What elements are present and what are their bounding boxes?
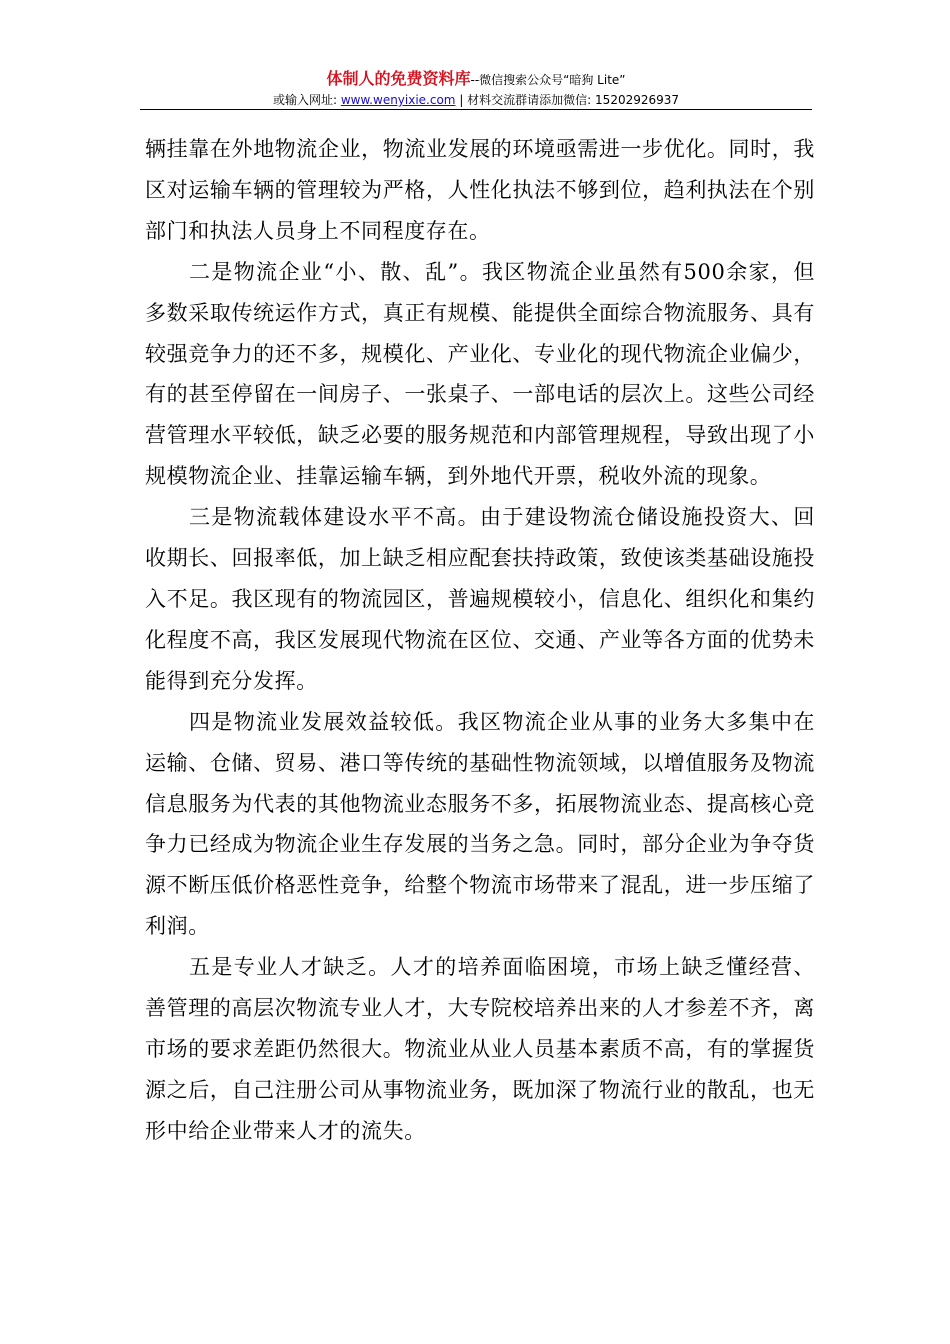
document-body: [145, 129, 815, 1152]
contact-info: | 材料交流群请添加微信: 15202926937: [459, 93, 680, 107]
header-divider: [140, 109, 812, 110]
url-prefix: 或输入网址:: [272, 93, 338, 107]
paragraph: 三是物流载体建设水平不高。由于建设物流仓储设施投资大、回收期长、回报率低，加上缺乏相应配套扶持政策，致使该类基础设施投入不足。我区现有的物流园区，普遍规模较小，信息化、组织化和集约化程度不高，我区发展现代物流在区位、交通、产业等各方面的优势未能得到充分发挥。: [145, 505, 815, 693]
header-slogan: --微信搜索公众号“暗狗 Lite”: [470, 73, 626, 87]
brand-title: 体制人的免费资料库: [326, 69, 471, 88]
page-header: [140, 70, 812, 108]
header-contact-line: [140, 92, 812, 108]
header-title-line: [140, 70, 812, 89]
paragraph: 四是物流业发展效益较低。我区物流企业从事的业务大多集中在运输、仓储、贸易、港口等传统的基础性物流领域，以增值服务及物流信息服务为代表的其他物流业态服务不多，拓展物流业态、提高核心竞争力已经成为物流企业生存发展的当务之急。同时，部分企业为争夺货源不断压低价格恶性竞争，给整个物流市场带来了混乱，进一步压缩了利润。: [145, 709, 815, 939]
paragraph: 二是物流企业“小、散、乱”。我区物流企业虽然有500余家，但多数采取传统运作方式，真正有规模、能提供全面综合物流服务、具有较强竞争力的还不多，规模化、产业化、专业化的现代物流企业偏少，有的甚至停留在一间房子、一张桌子、一部电话的层次上。这些公司经营管理水平较低，缺乏必要的服务规范和内部管理规程，导致出现了小规模物流企业、挂靠运输车辆，到外地代开票，税收外流的现象。: [145, 259, 815, 489]
paragraph: 辆挂靠在外地物流企业，物流业发展的环境亟需进一步优化。同时，我区对运输车辆的管理较为严格，人性化执法不够到位，趋利执法在个别部门和执法人员身上不同程度存在。: [145, 137, 815, 243]
paragraph: 五是专业人才缺乏。人才的培养面临困境，市场上缺乏懂经营、善管理的高层次物流专业人才，大专院校培养出来的人才参差不齐，离市场的要求差距仍然很大。物流业从业人员基本素质不高，有的掌握货源之后，自己注册公司从事物流业务，既加深了物流行业的散乱，也无形中给企业带来人才的流失。: [145, 955, 815, 1143]
website-link[interactable]: www.wenyixie.com: [340, 93, 456, 107]
